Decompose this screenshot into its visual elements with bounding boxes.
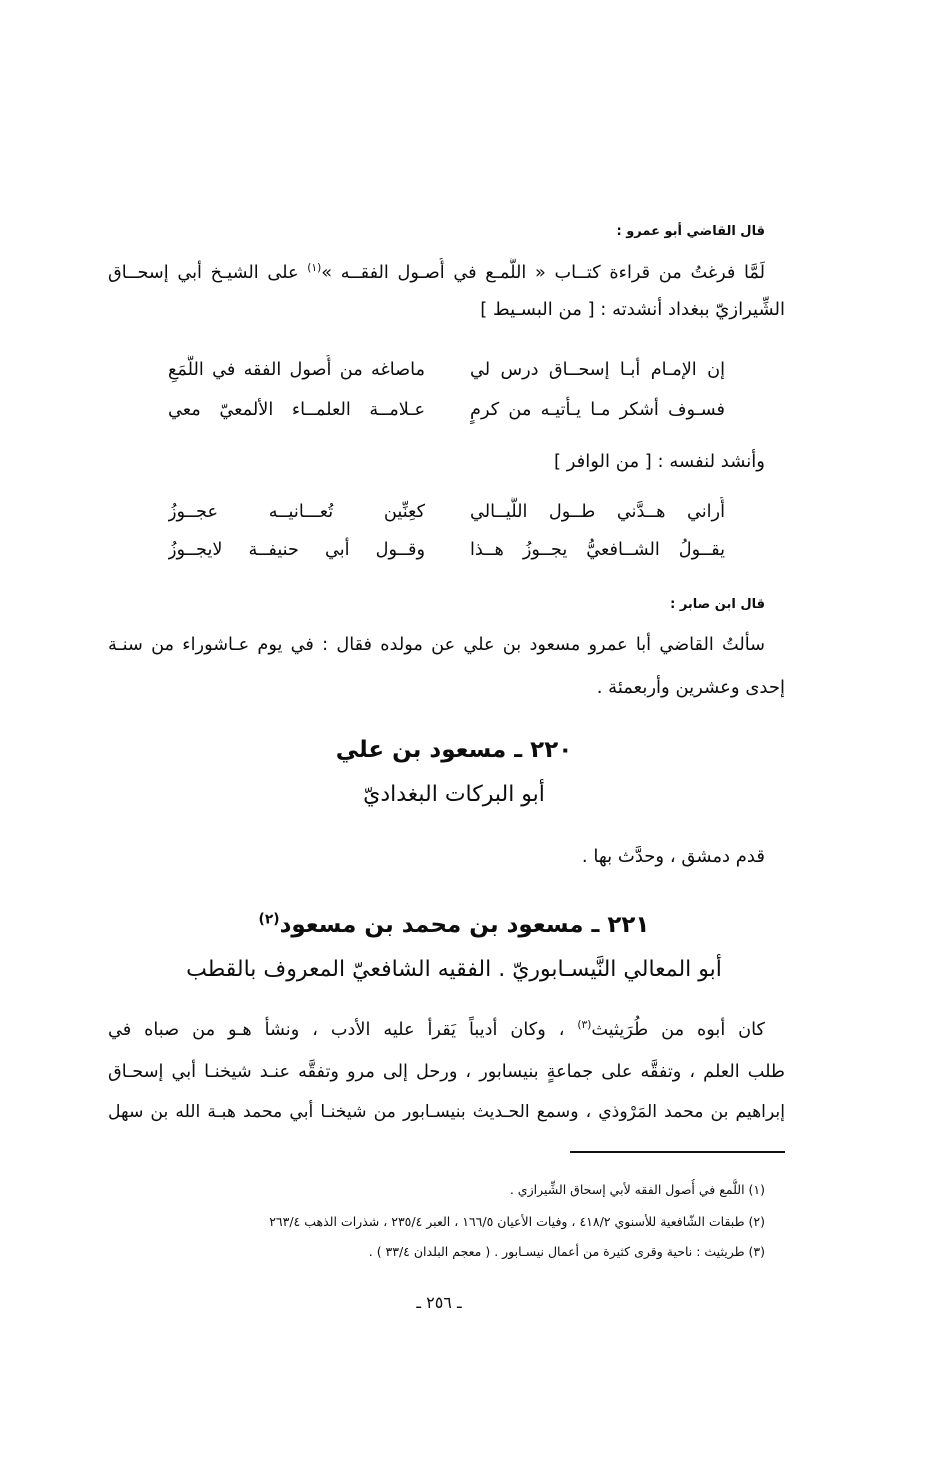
paragraph-line: طلب العلم ، وتفقَّه على جماعةٍ بنيسابور ، ورحل إلى مرو وتفقَّه عنـد شيخنـا أبي إسحـاق [108,1062,785,1082]
footnote-marker: (٢) [258,911,280,928]
verse-first-hemistich: يقــولُ الشــافعيُّ يجــوزُ هــذا [470,540,725,560]
paragraph-line: إحدى وعشرين وأربعمئة . [596,677,785,698]
verse-first-hemistich: إن الإمـام أبـا إسحــاق درس لي [470,360,725,380]
speaker-label: قال القاضي أبو عمرو : [616,224,765,239]
paragraph-line: قدم دمشق ، وحدَّث بها . [581,846,765,867]
footnote-separator [570,1151,785,1153]
paragraph-line: إبراهيم بن محمد المَرْوذي ، وسمع الحـديث بنيسـابور من شيخنـا أبي محمد هبـة الله بن سهل [108,1102,785,1122]
line-text: على الشيـخ أبي إسحــاق [108,263,308,283]
paragraph-line [108,1015,765,1045]
entry-heading [108,907,800,943]
paragraph-line: الشِّيرازيّ ببغداد أنشدته : [ من البسـيط ] [480,299,785,320]
entry-subtitle: أبو المعالي النَّيسـابوريّ . الفقيه الشافعيّ المعروف بالقطب [186,957,722,982]
entry-subtitle: أبو البركات البغداديّ [363,782,545,807]
footnote-marker: (١) [307,261,322,275]
line-text: لَمَّا فرغتُ من قراءة كتــاب « اللُّمـع في أُصـول الفقــه » [321,263,765,283]
footnote: (٢) طبقات الشّافعية للأسنوي ٤١٨/٢ ، وفيات الأعيان ١٦٦/٥ ، العبر ٢٣٥/٤ ، شذرات الذهب ٢٦٣/٤ [269,1214,765,1229]
verse-second-hemistich: كعِنِّين تُعـــانيــه عجــوزُ [168,502,425,522]
paragraph-line [108,258,765,288]
footnote-marker: (٣) [577,1018,592,1032]
line-text: ، وكان أديباً يَقرأ عليه الأدب ، ونشأ هـو من صباه في [108,1020,578,1040]
footnote: (١) اللُّمع في أُصول الفقه لأبي إسحاق الشِّيرازي . [509,1182,765,1197]
entry-heading: ٢٢٠ ـ مسعود بن علي [335,737,573,763]
verse-second-hemistich: وقــول أبي حنيفــة لايجــوزُ [168,540,425,560]
line-text: كان أبوه من طُرَيثيث [591,1020,765,1040]
verse-first-hemistich: أُراني هــدَّني طــول اللَّيــالي [470,502,725,522]
paragraph-line: وأنشد لنفسه : [ من الوافر ] [553,451,765,472]
footnote: (٣) طريثيث : ناحية وقرى كثيرة من أعمال نيسـابور . ( معجم البلدان ٣٣/٤ ) . [368,1244,765,1259]
heading-text: ٢٢١ ـ مسعود بن محمد بن مسعود [279,912,650,938]
page-number: ـ ٢٥٦ ـ [416,1293,462,1312]
speaker-label: قال ابن صابر : [670,597,765,612]
verse-second-hemistich: ماصاغه من أُصول الفقه في اللُّمَعِ [168,360,425,380]
verse-first-hemistich: فسـوف أشكر مـا يـأتيـه من كرمٍ [470,400,725,420]
verse-second-hemistich: عـلامــة العلمــاء الألمعيّ معي [168,400,425,420]
paragraph-line: سألتُ القاضي أبا عمرو مسعود بن علي عن مولده فقال : في يوم عـاشوراء من سنـة [108,635,765,655]
